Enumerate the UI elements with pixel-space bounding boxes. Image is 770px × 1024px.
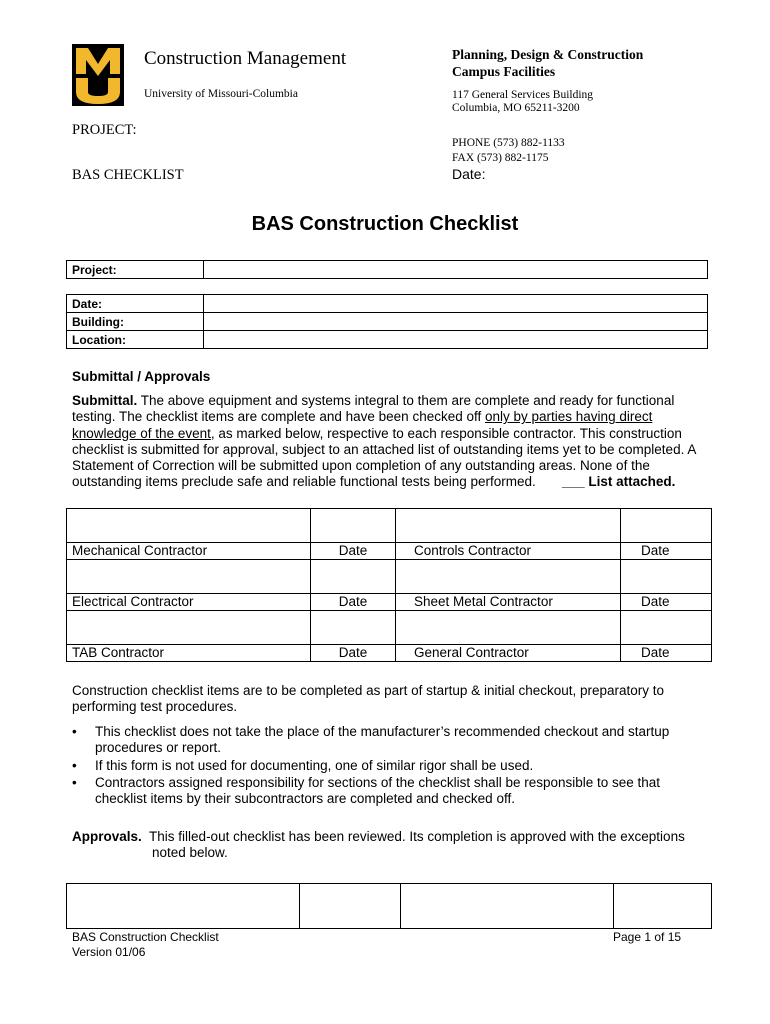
notes-list <box>72 724 712 808</box>
submittal-lead: Submittal. <box>72 393 138 408</box>
date-cell[interactable] <box>311 560 396 594</box>
submittal-text-1: The above equipment and systems integral to them are complete and ready for functional testing. The checklist items are complete and have been checked off <box>72 393 675 425</box>
list-item <box>72 775 712 808</box>
date-label: Date: <box>67 295 204 313</box>
signature-cell[interactable] <box>67 560 311 594</box>
bullet-icon: • <box>72 724 77 739</box>
location-label: Location: <box>67 331 204 349</box>
approval-signature-cell[interactable] <box>67 884 300 929</box>
org-title: Construction Management <box>144 48 347 69</box>
date-cell[interactable] <box>621 560 712 594</box>
org-subtitle: University of Missouri-Columbia <box>144 88 298 100</box>
submittal-heading: Submittal / Approvals <box>72 369 211 384</box>
header-date-label: Date: <box>452 166 486 182</box>
footer-version: Version 01/06 <box>72 945 146 959</box>
header-project-label: PROJECT: <box>72 122 137 138</box>
address-line-1: 117 General Services Building <box>452 89 594 101</box>
date-cell[interactable] <box>621 611 712 645</box>
signature-cell[interactable] <box>396 509 621 543</box>
list-item-text: This checklist does not take the place of the manufacturer’s recommended checkout and startup procedures or report. <box>95 724 670 756</box>
signature-cell[interactable] <box>67 611 311 645</box>
submittal-underlined: only by parties having direct knowledge of the event <box>72 409 653 441</box>
signoff-label: Sheet Metal Contractor <box>396 594 621 611</box>
signoff-date-label: Date <box>311 594 396 611</box>
signature-cell[interactable] <box>67 509 311 543</box>
dept-line-2: Campus Facilities <box>452 64 556 79</box>
dept-line-1: Planning, Design & Construction <box>452 47 644 62</box>
building-label: Building: <box>67 313 204 331</box>
date-cell[interactable] <box>311 611 396 645</box>
approval-date-cell[interactable] <box>300 884 401 929</box>
approvals-text-2: noted below. <box>152 845 228 861</box>
signoff-table <box>66 508 712 662</box>
project-table <box>66 260 708 279</box>
list-attached-label: List attached. <box>588 474 676 490</box>
signoff-date-label: Date <box>621 645 712 662</box>
signoff-label: Electrical Contractor <box>67 594 311 611</box>
address-line-2: Columbia, MO 65211-3200 <box>452 102 580 114</box>
location-field[interactable] <box>204 331 708 349</box>
header-checklist-label: BAS CHECKLIST <box>72 167 184 183</box>
approvals-table <box>66 883 712 929</box>
document-title: BAS Construction Checklist <box>251 213 519 235</box>
building-field[interactable] <box>204 313 708 331</box>
list-item-text: If this form is not used for documenting, one of similar rigor shall be used. <box>95 757 534 773</box>
approvals-text-1: This filled-out checklist has been reviewed. Its completion is approved with the exceptions <box>149 829 685 844</box>
signoff-date-label: Date <box>311 645 396 662</box>
project-field[interactable] <box>204 261 708 279</box>
approval-date-cell[interactable] <box>614 884 712 929</box>
signoff-label: TAB Contractor <box>67 645 311 662</box>
date-cell[interactable] <box>621 509 712 543</box>
phone-number: PHONE (573) 882-1133 <box>452 137 565 149</box>
date-cell[interactable] <box>311 509 396 543</box>
approval-signature-cell[interactable] <box>401 884 614 929</box>
checklist-paragraph: Construction checklist items are to be completed as part of startup & initial checkout, preparatory to performing test procedures. <box>72 683 665 715</box>
fax-number: FAX (573) 882-1175 <box>452 152 549 164</box>
submittal-text-2: , as marked below, respective to each responsible contractor. This construction checklist is submitted for approval, subject to an attached list of outstanding items yet to be completed. A Statement of Correction will be submitted upon completion of any outstanding areas. None of the outstanding items preclude safe and reliable functional tests being performed. <box>72 425 696 490</box>
site-table <box>66 294 708 349</box>
list-item-text: Contractors assigned responsibility for sections of the checklist shall be responsible to see that checklist items by their subcontractors are completed and checked off. <box>95 774 661 807</box>
footer-doc-name: BAS Construction Checklist <box>72 930 219 944</box>
approvals-paragraph <box>72 829 712 862</box>
project-label: Project: <box>67 261 204 279</box>
signoff-date-label: Date <box>311 543 396 560</box>
bullet-icon: • <box>72 774 77 790</box>
bullet-icon: • <box>72 757 77 773</box>
approvals-lead: Approvals. <box>72 829 142 844</box>
list-item <box>72 724 712 757</box>
signoff-date-label: Date <box>621 543 712 560</box>
signature-cell[interactable] <box>396 611 621 645</box>
signoff-date-label: Date <box>621 594 712 611</box>
list-attached-blank[interactable]: ___ <box>562 474 585 490</box>
mizzou-logo <box>72 44 124 106</box>
signoff-label: Mechanical Contractor <box>67 543 311 560</box>
list-item <box>72 758 712 774</box>
footer-page-number: Page 1 of 15 <box>613 930 682 944</box>
signature-cell[interactable] <box>396 560 621 594</box>
date-field[interactable] <box>204 295 708 313</box>
submittal-paragraph <box>72 393 712 491</box>
signoff-label: Controls Contractor <box>396 543 621 560</box>
signoff-label: General Contractor <box>396 645 621 662</box>
